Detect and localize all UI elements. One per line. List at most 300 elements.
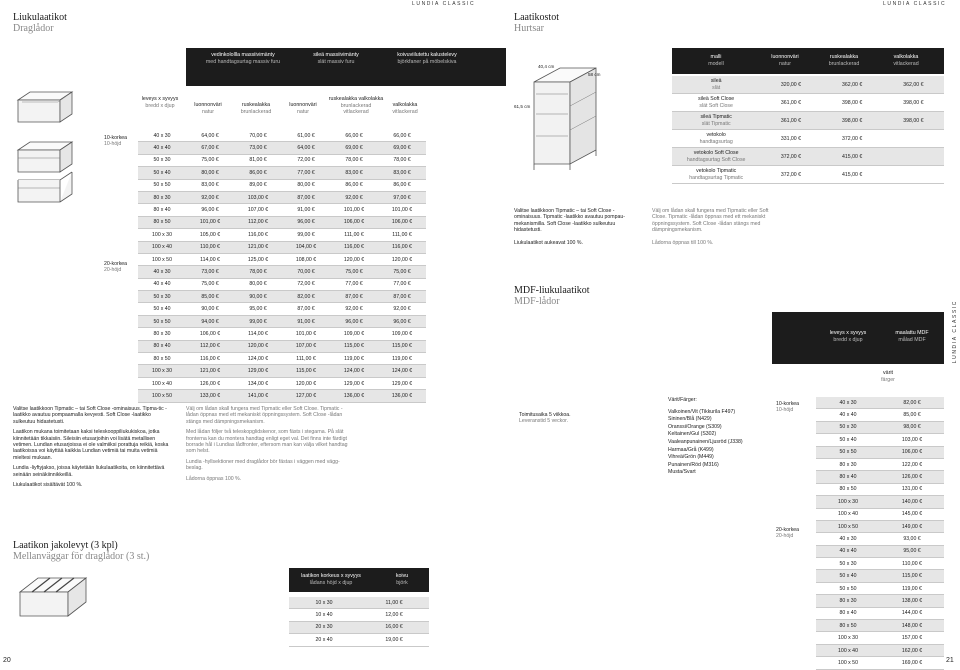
col-natur-fi: luonnonväri [194,102,222,108]
drawer-dividers-image [14,570,94,626]
price-cell: 320,00 € [760,76,821,94]
price-cell: 120,00 € [282,377,330,389]
price-cell: 97,00 € [378,191,426,203]
divider-table-header [289,568,429,592]
mdf-title: MDF-liukulaatikot [514,285,590,296]
size-cell: 40 x 30 [816,533,880,545]
price-cell: 77,00 € [378,278,426,290]
table-row [289,634,429,646]
price-cell: 120,00 € [234,340,282,352]
col-size [136,96,184,109]
table-row [816,471,944,483]
table-row [816,508,944,520]
price-cell: 101,00 € [378,204,426,216]
table-row [138,266,426,278]
page-number-right: 21 [946,657,954,664]
price-cell: 141,00 € [234,390,282,402]
price-cell: 104,00 € [282,241,330,253]
price-cell: 125,00 € [234,253,282,265]
price-cell: 92,00 € [330,303,378,315]
mdf-table-header [772,312,944,364]
mdf-note-fi: Toimitusaika 5 viikkoa. [519,412,571,418]
table-row [138,154,426,166]
price-cell: 83,00 € [330,167,378,179]
price-cell: 126,00 € [880,471,944,483]
color-item: Sininen/Blå (N429) [668,416,712,423]
col-brown-sv: brunlackerad [240,108,272,115]
model-name-sv: slät [712,84,721,91]
left-price-table [138,130,426,403]
price-cell: 89,00 € [234,179,282,191]
size-cell: 40 x 30 [816,397,880,409]
price-cell: 148,00 € [880,620,944,632]
header-birch-board [386,52,468,65]
note-fi-1: Valitse laatikkoon Tipmatic – tai Soft Close -ominaisuus. Tipma-tic -laatikko avautuu pompaamalla kevyesti. Soft Close -laatikko sulkeutuu hidastetusti. [13,406,167,425]
size-cell: 50 x 30 [816,558,880,570]
hurts-col-white-fi: valkolakka [893,54,919,60]
table-row [138,390,426,402]
price-cell: 70,00 € [282,266,330,278]
header-handle-pine-sv: med handtagsurtag massiv furu [205,58,281,65]
div-col-size-fi: laatikon korkeus x syvyys [301,573,361,579]
size-cell: 50 x 50 [816,446,880,458]
left-notes-fi [13,406,171,488]
price-cell: 86,00 € [234,167,282,179]
size-cell: 80 x 30 [816,595,880,607]
price-cell: 124,00 € [378,365,426,377]
left-table-header [186,48,506,86]
note-sv-3: Lundia -hyllsektioner med draglådor bör fästas i väggen med vägg-beslag. [186,458,340,472]
price-cell: 126,00 € [186,377,234,389]
group-20-fi: 20-korkea [104,261,128,267]
size-cell: 80 x 30 [138,328,186,340]
left-title: Liukulaatikot [13,12,67,23]
price-cell: 109,00 € [330,328,378,340]
hurts-col-model-fi: malli [710,54,722,60]
price-cell: 96,00 € [282,216,330,228]
price-cell: 133,00 € [186,390,234,402]
col-white-sv: vitlackerad [392,108,418,115]
hurts-col-white-sv: vitlackerad [893,60,919,67]
color-item: Vihreä/Grön (M449) [668,454,714,461]
price-cell: 96,00 € [378,315,426,327]
price-cell: 90,00 € [234,291,282,303]
price-cell: 92,00 € [186,191,234,203]
model-cell [672,130,760,148]
price-cell: 119,00 € [880,582,944,594]
table-row [816,458,944,470]
size-cell: 40 x 40 [816,545,880,557]
price-cell: 78,00 € [234,266,282,278]
hurts-illustration [512,56,622,176]
divider-title: Laatikon jakolevyt (3 kpl) [13,540,118,551]
price-cell: 77,00 € [282,167,330,179]
size-cell: 50 x 40 [138,167,186,179]
color-item: Oranssi/Orange (S309) [668,423,722,430]
hurts-col-model [686,54,746,67]
table-row [816,582,944,594]
price-cell: 362,00 € [883,76,944,94]
color-item: Vaaleanpunainen/Ljusröd (J338) [668,438,743,445]
price-cell: 122,00 € [880,458,944,470]
mdf-note-sv: Leveranstid 5 veckor. [519,418,569,425]
col-natur2-sv: natur [296,108,310,115]
size-cell: 100 x 40 [138,377,186,389]
price-cell: 91,00 € [282,315,330,327]
price-cell: 111,00 € [378,229,426,241]
price-cell: 157,00 € [880,632,944,644]
price-cell: 98,00 € [880,421,944,433]
price-cell: 86,00 € [378,179,426,191]
header-handle-pine [204,52,282,65]
price-cell: 106,00 € [378,216,426,228]
hurts-notes-sv [652,208,778,246]
header-birch-board-sv: björkfaner på möbelskiva [397,58,457,65]
table-row [816,595,944,607]
mdf-group-20-label [776,527,799,540]
header-handle-pine-fi: vedinkolollla massiivimänty [211,52,275,58]
price-cell: 101,00 € [330,204,378,216]
price-cell: 398,00 € [883,94,944,112]
price-cell: 116,00 € [330,241,378,253]
size-cell: 80 x 50 [138,216,186,228]
model-name-sv: handtagsurtag [699,138,733,145]
mdf-col-painted-sv: målad MDF [898,336,926,343]
hurts-note-sv-2: Lådorna öppnas till 100 %. [652,239,714,246]
table-row [138,204,426,216]
group-10-fi: 10-korkea [104,135,128,141]
hurts-col-white [878,54,934,67]
hurts-table-header [672,48,944,74]
price-cell: 77,00 € [330,278,378,290]
table-row [672,166,944,184]
price-cell: 86,00 € [330,179,378,191]
price-cell: 136,00 € [330,390,378,402]
hurts-col-natur [758,54,812,67]
size-cell: 80 x 50 [138,353,186,365]
group-10-label [104,135,127,148]
price-cell: 398,00 € [883,112,944,130]
brand-left: LUNDIA CLASSIC [412,1,476,7]
price-cell [883,130,944,148]
price-cell: 69,00 € [330,142,378,154]
price-cell: 83,00 € [378,167,426,179]
brand-vertical: LUNDIA CLASSIC [952,300,958,364]
brand-right: LUNDIA CLASSIC [883,1,947,7]
size-cell: 80 x 40 [138,204,186,216]
table-row [816,446,944,458]
col-natur [186,102,230,115]
mdf-group-10-fi: 10-korkea [776,401,800,407]
mdf-notes [519,412,589,425]
price-cell: 331,00 € [760,130,821,148]
div-col-birch [381,573,423,586]
size-cell: 100 x 30 [816,632,880,644]
price-cell: 95,00 € [880,545,944,557]
table-row [672,148,944,166]
col-natur2-fi: luonnonväri [289,102,317,108]
div-col-size-sv: lådans höjd x djup [309,579,353,586]
mdf-col-size [816,330,880,343]
drawer-10-high-image [14,88,76,208]
price-cell: 83,00 € [186,179,234,191]
table-row [138,365,426,377]
size-cell: 50 x 40 [816,570,880,582]
size-cell: 10 x 40 [289,609,359,621]
mdf-group-10-sv: 10-höjd [776,407,794,414]
hurts-col-brown-fi: ruskealakka [829,54,859,60]
price-cell: 119,00 € [378,353,426,365]
table-row [816,496,944,508]
table-row [816,558,944,570]
price-cell: 81,00 € [234,154,282,166]
price-cell: 73,00 € [186,266,234,278]
price-cell: 121,00 € [186,365,234,377]
table-row [816,545,944,557]
price-cell: 105,00 € [186,229,234,241]
price-cell: 87,00 € [282,303,330,315]
table-row [138,291,426,303]
price-cell: 80,00 € [282,179,330,191]
note-sv-1: Välj om lådan skall fungera med Tipmatic eller Soft Close. Tipmatic -lådan öppnas med ett mekaniskt öppningssystem. Soft Close -lådan stängs med dämpningsmekanism. [186,406,343,425]
price-cell: 75,00 € [186,278,234,290]
table-row [289,609,429,621]
header-smooth-pine [296,52,376,65]
price-cell: 398,00 € [822,112,883,130]
price-cell: 70,00 € [234,130,282,142]
price-cell: 61,00 € [282,130,330,142]
model-cell [672,112,760,130]
hurts-col-natur-fi: luonnonväri [771,54,799,60]
table-row [816,409,944,421]
size-cell: 100 x 40 [138,241,186,253]
mdf-col-colors [868,370,908,383]
size-cell: 80 x 40 [816,607,880,619]
price-cell: 103,00 € [234,191,282,203]
price-cell: 96,00 € [330,315,378,327]
price-cell: 372,00 € [760,148,821,166]
price-cell: 136,00 € [378,390,426,402]
note-fi-3: Lundia -liyftyjakso, joissa käytetään liukulaatikoita, on kiinnitettävä seinään seinäkiinnikkeillä. [13,465,165,478]
price-cell: 131,00 € [880,483,944,495]
price-cell: 82,00 € [282,291,330,303]
price-cell: 103,00 € [880,434,944,446]
price-cell: 87,00 € [330,291,378,303]
div-col-birch-fi: koivu [395,573,409,579]
price-cell: 129,00 € [234,365,282,377]
col-brown [232,102,280,115]
price-cell: 119,00 € [330,353,378,365]
dim-depth: 58 cm [588,72,601,77]
size-cell: 50 x 50 [138,315,186,327]
price-cell: 116,00 € [186,353,234,365]
col-brown2 [328,96,384,116]
table-row [816,657,944,669]
mdf-col-size-sv: bredd x djup [833,336,863,343]
price-cell: 93,00 € [880,533,944,545]
price-cell: 72,00 € [282,278,330,290]
price-cell: 85,00 € [880,409,944,421]
group-20-label [104,261,127,274]
price-cell: 66,00 € [330,130,378,142]
size-cell: 50 x 40 [816,434,880,446]
col-natur2 [280,102,326,115]
hurts-note-sv-1: Välj om lådan skall fungera med Tipmatic eller Soft Close. Tipmatic -lådan öppnas med ett mekaniskt öppningssystem. Soft Close -lådan stängs med dämpningsmekanism. [652,208,769,234]
hurts-image [512,56,622,176]
price-cell: 138,00 € [880,595,944,607]
model-name-sv: handtagsurtag Soft Close [686,156,746,163]
price-cell: 82,00 € [880,397,944,409]
size-cell: 50 x 50 [816,582,880,594]
price-cell: 64,00 € [282,142,330,154]
price-cell: 66,00 € [378,130,426,142]
price-cell: 398,00 € [822,94,883,112]
price-cell: 92,00 € [330,191,378,203]
price-cell: 90,00 € [186,303,234,315]
size-cell: 100 x 40 [816,508,880,520]
price-cell: 78,00 € [378,154,426,166]
colors-title: Värit/Färger: [668,397,697,403]
model-name-fi: sileä Soft Close [698,96,735,103]
price-cell: 362,00 € [822,76,883,94]
price-cell: 75,00 € [378,266,426,278]
price-cell: 19,00 € [359,634,429,646]
header-smooth-pine-sv: slät massiv furu [317,58,355,65]
colors-list [668,397,772,477]
size-cell: 100 x 50 [138,253,186,265]
table-row [816,533,944,545]
col-size-fi: leveys x syvyys [141,96,179,102]
right-title: Laatikostot [514,12,559,23]
size-cell: 100 x 50 [816,520,880,532]
page-number-left: 20 [3,657,11,664]
price-cell: 162,00 € [880,644,944,656]
table-row [816,632,944,644]
color-item: Valkoinen/Vit (Tikkurila F497) [668,408,736,415]
model-cell [672,94,760,112]
model-name-sv: slät Tipmatic [701,120,731,127]
model-cell [672,166,760,184]
price-cell: 73,00 € [234,142,282,154]
price-cell: 361,00 € [760,112,821,130]
mdf-group-20-fi: 20-korkea [776,527,800,533]
price-cell: 101,00 € [186,216,234,228]
price-cell: 114,00 € [234,328,282,340]
price-cell: 115,00 € [330,340,378,352]
price-cell: 87,00 € [282,191,330,203]
hurts-col-model-sv: modell [708,60,724,67]
price-cell: 415,00 € [822,166,883,184]
table-row [289,597,429,609]
hurts-col-natur-sv: natur [778,60,792,67]
table-row [138,340,426,352]
price-cell: 114,00 € [186,253,234,265]
price-cell: 149,00 € [880,520,944,532]
mdf-col-colors-sv: färger [881,376,895,383]
col-brown-fi: ruskealakka [241,102,271,108]
model-cell [672,76,760,94]
drawer-illustrations [14,88,76,208]
model-name-fi: vetokolo Soft Close [693,150,739,157]
size-cell: 10 x 30 [289,597,359,609]
price-cell: 16,00 € [359,621,429,633]
size-cell: 100 x 40 [816,644,880,656]
price-cell: 78,00 € [330,154,378,166]
table-row [672,130,944,148]
model-name-fi: sileä Tipmatic [700,114,732,121]
size-cell: 50 x 50 [138,179,186,191]
table-row [138,167,426,179]
color-item: Musta/Svart [668,469,696,476]
table-row [138,229,426,241]
price-cell: 69,00 € [378,142,426,154]
price-cell: 67,00 € [186,142,234,154]
table-row [138,130,426,142]
size-cell: 20 x 40 [289,634,359,646]
left-subheader [130,88,520,128]
table-row [816,620,944,632]
size-cell: 80 x 30 [138,191,186,203]
size-cell: 100 x 50 [816,657,880,669]
price-cell: 129,00 € [330,377,378,389]
mdf-col-painted-fi: maalattu MDF [895,330,929,336]
size-cell: 40 x 40 [138,278,186,290]
table-row [138,179,426,191]
note-fi-2: Laatikon mukana toimitetaan kaksi teleskooppiliukukiskoa, jotka kiinnitetään tikkaisiin. Sileisiin etusarjoihin voi lisätä metallisen vetimen. Lundian etusarjoissa ei ole valmiiksi porattuja reikiä, koska laatikoissa voi käyttää kaikkia Lundian vetimiä tai muita vetimiä mieltesi mukaan. [13,429,169,461]
price-cell: 372,00 € [760,166,821,184]
price-cell: 111,00 € [330,229,378,241]
price-cell: 372,00 € [822,130,883,148]
price-cell: 12,00 € [359,609,429,621]
price-cell: 92,00 € [378,303,426,315]
color-item: Harmaa/Grå (K499) [668,446,714,453]
table-row [138,278,426,290]
price-cell: 129,00 € [378,377,426,389]
price-cell: 134,00 € [234,377,282,389]
col-brown2-sv: brunlackerad vitlackerad [340,102,372,115]
size-cell: 100 x 30 [138,229,186,241]
color-item: Keltainen/Gul (S302) [668,431,717,438]
dim-height: 61,5 cm [514,104,531,109]
group-20-sv: 20-höjd [104,267,122,274]
model-name-sv: slät Soft Close [699,102,733,109]
size-cell: 80 x 40 [138,340,186,352]
mdf-group-10-label [776,401,799,414]
price-cell: 107,00 € [282,340,330,352]
size-cell: 100 x 50 [138,390,186,402]
table-row [816,607,944,619]
header-smooth-pine-fi: sileä massiivimänty [313,52,359,58]
mdf-group-20-sv: 20-höjd [776,533,794,540]
table-row [816,570,944,582]
left-notes-sv [186,406,348,482]
price-cell: 112,00 € [234,216,282,228]
price-cell: 99,00 € [282,229,330,241]
colors-items [668,409,772,477]
divider-subtitle: Mellanväggar för draglådor (3 st.) [13,551,150,562]
price-cell: 94,00 € [186,315,234,327]
size-cell: 40 x 40 [138,142,186,154]
price-cell: 145,00 € [880,508,944,520]
price-cell: 96,00 € [186,204,234,216]
price-cell: 127,00 € [282,390,330,402]
price-cell: 112,00 € [186,340,234,352]
size-cell: 40 x 30 [138,130,186,142]
size-cell: 40 x 40 [816,409,880,421]
price-cell: 116,00 € [234,229,282,241]
table-row [138,216,426,228]
price-cell: 109,00 € [378,328,426,340]
